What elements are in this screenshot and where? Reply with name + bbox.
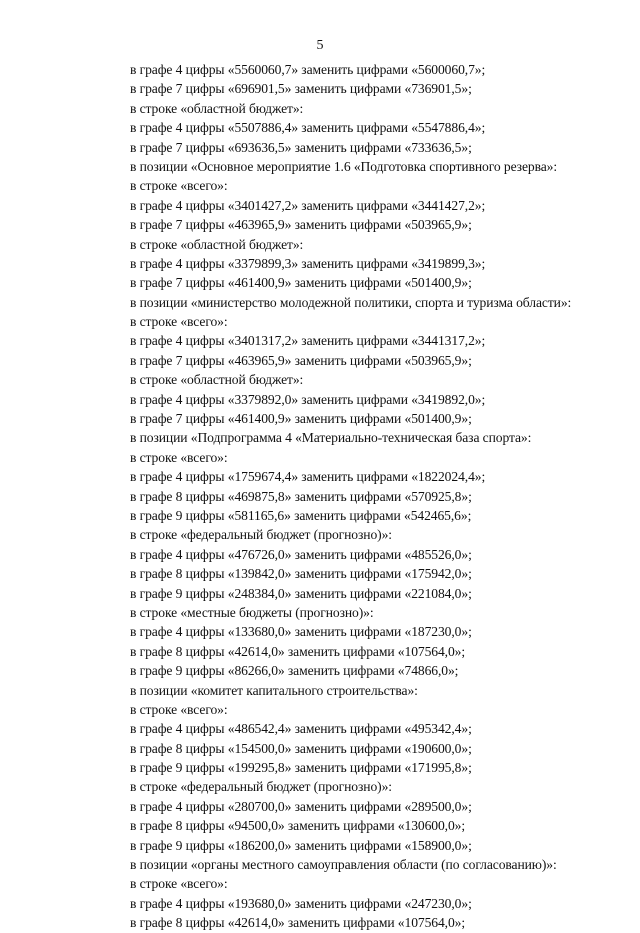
- text-line: в позиции «министерство молодежной политики, спорта и туризма области»:: [130, 294, 572, 310]
- text-line: в графе 4 цифры «3379899,3» заменить цифрами «3419899,3»;: [130, 255, 486, 271]
- text-line: в графе 4 цифры «486542,4» заменить цифрами «495342,4»;: [130, 721, 472, 737]
- text-line: в графе 4 цифры «133680,0» заменить цифрами «187230,0»;: [130, 624, 472, 640]
- text-line: в графе 4 цифры «476726,0» заменить цифрами «485526,0»;: [130, 546, 472, 562]
- text-line: в графе 9 цифры «199295,8» заменить цифрами «171995,8»;: [130, 760, 472, 776]
- text-line: в графе 4 цифры «5507886,4» заменить цифрами «5547886,4»;: [130, 120, 486, 136]
- text-line: в позиции «органы местного самоуправления области (по согласованию)»:: [130, 857, 557, 873]
- text-line: в графе 4 цифры «193680,0» заменить цифрами «247230,0»;: [130, 895, 472, 911]
- text-line: в строке «всего»:: [130, 449, 228, 465]
- text-line: в строке «всего»:: [130, 178, 228, 194]
- text-line: в графе 4 цифры «3401317,2» заменить цифрами «3441317,2»;: [130, 333, 486, 349]
- text-line: в строке «всего»:: [130, 314, 228, 330]
- text-line: в графе 8 цифры «154500,0» заменить цифрами «190600,0»;: [130, 740, 472, 756]
- text-line: в строке «федеральный бюджет (прогнозно)»:: [130, 527, 392, 543]
- text-line: в строке «областной бюджет»:: [130, 100, 304, 116]
- text-line: в графе 7 цифры «693636,5» заменить цифрами «733636,5»;: [130, 139, 472, 155]
- text-line: в графе 4 цифры «5560060,7» заменить цифрами «5600060,7»;: [130, 62, 486, 77]
- text-line: в строке «всего»:: [130, 876, 228, 892]
- text-line: в графе 4 цифры «3379892,0» заменить цифрами «3419892,0»;: [130, 391, 486, 407]
- text-line: в графе 9 цифры «581165,6» заменить цифрами «542465,6»;: [130, 507, 472, 523]
- text-line: в строке «федеральный бюджет (прогнозно)»:: [130, 779, 392, 795]
- text-line: в позиции «комитет капитального строительства»:: [130, 682, 418, 698]
- text-line: в графе 8 цифры «139842,0» заменить цифрами «175942,0»;: [130, 566, 472, 582]
- text-line: в графе 7 цифры «463965,9» заменить цифрами «503965,9»;: [130, 217, 472, 233]
- text-line: в графе 4 цифры «280700,0» заменить цифрами «289500,0»;: [130, 798, 472, 814]
- text-line: в графе 7 цифры «696901,5» заменить цифрами «736901,5»;: [130, 81, 472, 97]
- text-line: в графе 9 цифры «86266,0» заменить цифрами «74866,0»;: [130, 663, 459, 679]
- text-line: в строке «всего»:: [130, 701, 228, 717]
- text-line: в графе 9 цифры «186200,0» заменить цифрами «158900,0»;: [130, 837, 472, 853]
- text-line: в позиции «Основное мероприятие 1.6 «Подготовка спортивного резерва»:: [130, 158, 558, 174]
- text-line: в строке «областной бюджет»:: [130, 236, 304, 252]
- text-line: в графе 8 цифры «94500,0» заменить цифрами «130600,0»;: [130, 818, 466, 834]
- text-line: в строке «местные бюджеты (прогнозно)»:: [130, 604, 374, 620]
- document-body: [130, 60, 600, 933]
- text-line: в графе 4 цифры «3401427,2» заменить цифрами «3441427,2»;: [130, 197, 486, 213]
- text-line: в графе 7 цифры «463965,9» заменить цифрами «503965,9»;: [130, 352, 472, 368]
- text-line: в графе 7 цифры «461400,9» заменить цифрами «501400,9»;: [130, 411, 472, 427]
- text-line: в графе 8 цифры «42614,0» заменить цифрами «107564,0»;: [130, 915, 466, 931]
- text-line: в графе 7 цифры «461400,9» заменить цифрами «501400,9»;: [130, 275, 472, 291]
- text-line: в графе 8 цифры «42614,0» заменить цифрами «107564,0»;: [130, 643, 466, 659]
- page-number: 5: [316, 38, 324, 53]
- text-line: в позиции «Подпрограмма 4 «Материально-техническая база спорта»:: [130, 430, 532, 446]
- text-line: в графе 4 цифры «1759674,4» заменить цифрами «1822024,4»;: [130, 469, 486, 485]
- text-line: в графе 9 цифры «248384,0» заменить цифрами «221084,0»;: [130, 585, 472, 601]
- text-line: в графе 8 цифры «469875,8» заменить цифрами «570925,8»;: [130, 488, 472, 504]
- text-line: в строке «областной бюджет»:: [130, 372, 304, 388]
